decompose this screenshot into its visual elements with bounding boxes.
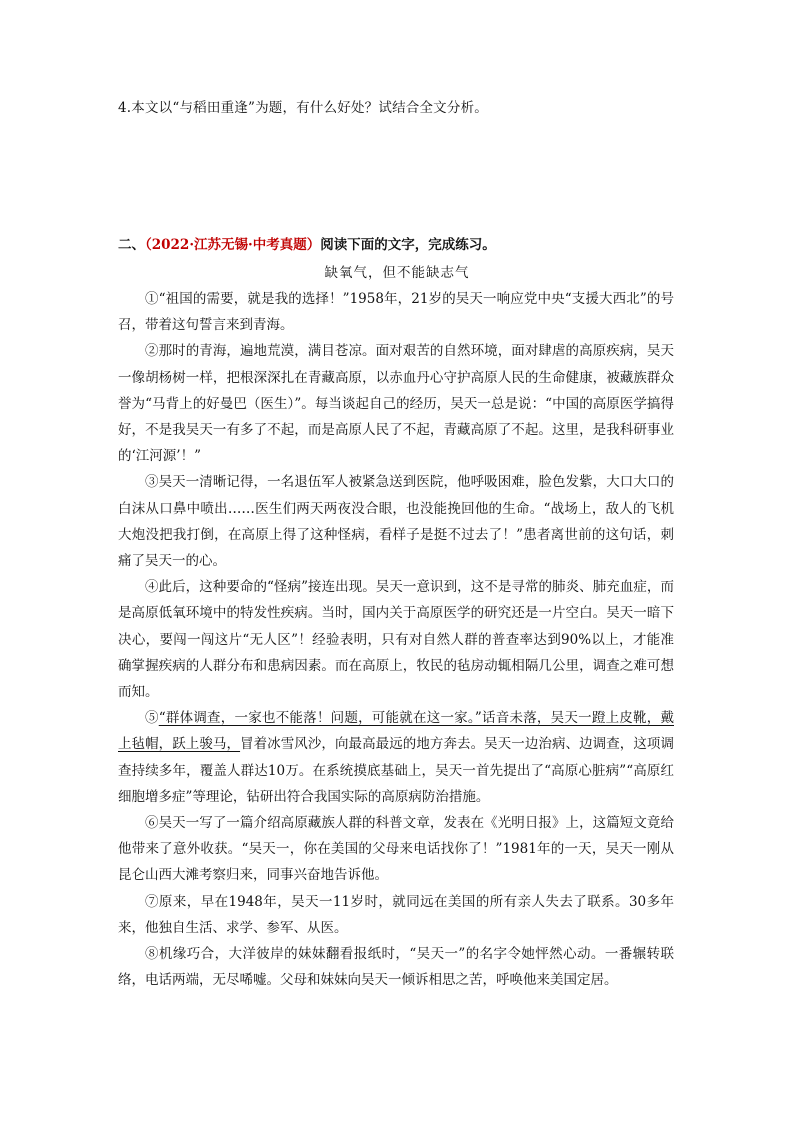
paragraph-8: ⑧机缘巧合，大洋彼岸的妹妹翻看报纸时，“吴天一”的名字令她怦然心动。一番辗转联络，电话两端，无尽唏嘘。父母和妹妹向吴天一倾诉相思之苦，呼唤他来美国定居。 [118,946,674,989]
section-heading [118,233,496,253]
paragraph-5-number: ⑤ [145,710,159,727]
paragraph-4: ④此后，这种要命的“怪病”接连出现。吴天一意识到，这不是寻常的肺炎、肺充血症，而是高原低氧环境中的特发性疾病。当时，国内关于高原医学的研究还是一片空白。吴天一暗下决心，要闯一闯这片“无人区”！经验表明，只有对自然人群的普查率达到90%以上，才能准确掌握疾病的人群分布和患病因素。而在高原上，牧民的毡房动辄相隔几公里，调查之难可想而知。 [118,579,674,701]
paragraph-5-rest: 冒着冰雪风沙，向最高最远的地方奔去。吴天一边治病、边调查，这项调查持续多年，覆盖人群达10万。在系统摸底基础上，吴天一首先提出了“高原心脏病”“高原红细胞增多症”等理论，钻研出符合我国实际的高原病防治措施。 [118,736,674,805]
underlined-sentence: “群体调查，一家也不能落！问题，可能就在这一家。”话音未落，吴天一蹬上皮靴，戴上毡帽，跃上骏马， [118,710,674,753]
paragraph-7: ⑦原来，早在1948年，吴天一11岁时，就同远在美国的所有亲人失去了联系。30多年来，他独自生活、求学、参军、从医。 [118,893,674,936]
section-source: （2022·江苏无锡·中考真题） [145,237,321,253]
article-body [118,286,674,993]
question-4: 4.本文以“与稻田重逢”为题，有什么好处？试结合全文分析。 [118,100,488,116]
paragraph-5 [118,705,674,810]
paragraph-1: ①“祖国的需要，就是我的选择！”1958年，21岁的吴天一响应党中央“支援大西北”的号召，带着这句誓言来到青海。 [118,291,674,334]
section-number: 二、 [118,237,145,253]
paragraph-6: ⑥吴天一写了一篇介绍高原藏族人群的科普文章，发表在《光明日报》上，这篇短文竟给他带来了意外收获。“吴天一，你在美国的父母来电话找你了！”1981年的一天，吴天一刚从昆仑山西大滩考察归来，同事兴奋地告诉他。 [118,815,674,884]
paragraph-2: ②那时的青海，遍地荒漠，满目苍凉。面对艰苦的自然环境，面对肆虐的高原疾病，吴天一像胡杨树一样，把根深深扎在青藏高原，以赤血丹心守护高原人民的生命健康，被藏族群众誉为“马背上的好曼巴（医生）”。每当谈起自己的经历，吴天一总是说：“中国的高原医学搞得好，不是我吴天一有多了不起，而是高原人民了不起，青藏高原了不起。这里，是我科研事业的‘江河源’！” [118,343,674,465]
section-instruction: 阅读下面的文字，完成练习。 [320,237,496,253]
paragraph-3: ③吴天一清晰记得，一名退伍军人被紧急送到医院，他呼吸困难，脸色发紫，大口大口的白沫从口鼻中喷出……医生们两天两夜没合眼，也没能挽回他的生命。“战场上，敌人的飞机大炮没把我打倒，在高原上得了这种怪病，看样子是挺不过去了！”患者离世前的这句话，刺痛了吴天一的心。 [118,474,674,570]
article-title: 缺氧气，但不能缺志气 [324,265,470,281]
